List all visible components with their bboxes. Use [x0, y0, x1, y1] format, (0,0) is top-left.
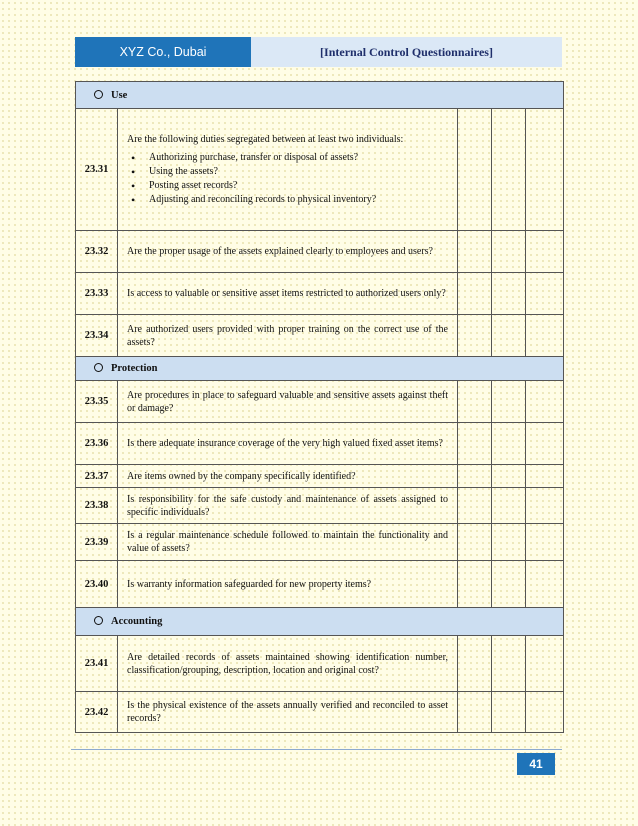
- question-number: 23.40: [76, 561, 118, 608]
- section-title-protection: Protection: [111, 363, 158, 374]
- answer-cell-na[interactable]: [526, 315, 564, 357]
- document-title: [Internal Control Questionnaires]: [251, 37, 562, 67]
- circle-bullet-icon: [94, 616, 103, 625]
- question-text: Is there adequate insurance coverage of the very high valued fixed asset items?: [118, 423, 458, 465]
- table-row: [76, 524, 564, 561]
- answer-cell-yes[interactable]: [458, 109, 492, 231]
- answer-cell-yes[interactable]: [458, 488, 492, 524]
- table-row: [76, 109, 564, 231]
- question-text: Is a regular maintenance schedule followed to maintain the functionality and value of assets?: [118, 524, 458, 561]
- answer-cell-na[interactable]: [526, 488, 564, 524]
- section-row: [76, 608, 564, 636]
- question-number: 23.38: [76, 488, 118, 524]
- answer-cell-na[interactable]: [526, 381, 564, 423]
- answer-cell-no[interactable]: [492, 636, 526, 692]
- question-number: 23.37: [76, 465, 118, 488]
- question-text: Is warranty information safeguarded for new property items?: [118, 561, 458, 608]
- question-text: Is the physical existence of the assets annually verified and reconciled to asset records?: [118, 692, 458, 733]
- answer-cell-no[interactable]: [492, 381, 526, 423]
- question-number: 23.42: [76, 692, 118, 733]
- answer-cell-no[interactable]: [492, 488, 526, 524]
- question-number: 23.39: [76, 524, 118, 561]
- bullet-item: • Posting asset records?: [149, 179, 448, 193]
- answer-cell-na[interactable]: [526, 692, 564, 733]
- page-number: 41: [517, 753, 555, 775]
- answer-cell-no[interactable]: [492, 423, 526, 465]
- answer-cell-na[interactable]: [526, 423, 564, 465]
- question-text: Is access to valuable or sensitive asset items restricted to authorized users only?: [118, 273, 458, 315]
- section-title-accounting: Accounting: [111, 616, 163, 627]
- company-name: XYZ Co., Dubai: [75, 37, 251, 67]
- answer-cell-yes[interactable]: [458, 465, 492, 488]
- answer-cell-no[interactable]: [492, 561, 526, 608]
- question-number: 23.32: [76, 231, 118, 273]
- circle-bullet-icon: [94, 363, 103, 372]
- table-row: [76, 488, 564, 524]
- answer-cell-no[interactable]: [492, 524, 526, 561]
- questionnaire-table: [75, 81, 564, 733]
- question-text: Is responsibility for the safe custody and maintenance of assets assigned to specific individuals?: [118, 488, 458, 524]
- question-text: Are detailed records of assets maintained showing identification number, classification/grouping, description, location and original cost?: [118, 636, 458, 692]
- answer-cell-na[interactable]: [526, 109, 564, 231]
- bullet-item: • Adjusting and reconciling records to physical inventory?: [149, 193, 448, 207]
- circle-bullet-icon: [94, 90, 103, 99]
- answer-cell-no[interactable]: [492, 231, 526, 273]
- question-text: Are items owned by the company specifically identified?: [118, 465, 458, 488]
- answer-cell-yes[interactable]: [458, 273, 492, 315]
- section-row: [76, 82, 564, 109]
- answer-cell-yes[interactable]: [458, 315, 492, 357]
- table-row: [76, 231, 564, 273]
- answer-cell-yes[interactable]: [458, 231, 492, 273]
- footer-divider: [71, 749, 562, 750]
- table-row: [76, 465, 564, 488]
- answer-cell-yes[interactable]: [458, 636, 492, 692]
- answer-cell-yes[interactable]: [458, 561, 492, 608]
- question-number: 23.41: [76, 636, 118, 692]
- question-number: 23.36: [76, 423, 118, 465]
- answer-cell-yes[interactable]: [458, 692, 492, 733]
- answer-cell-no[interactable]: [492, 273, 526, 315]
- table-row: [76, 561, 564, 608]
- table-row: [76, 381, 564, 423]
- question-number: 23.31: [76, 109, 118, 231]
- bullet-item: • Authorizing purchase, transfer or disposal of assets?: [149, 151, 448, 165]
- table-row: [76, 636, 564, 692]
- answer-cell-na[interactable]: [526, 636, 564, 692]
- section-row: [76, 357, 564, 381]
- answer-cell-na[interactable]: [526, 561, 564, 608]
- question-text: Are the proper usage of the assets explained clearly to employees and users?: [118, 231, 458, 273]
- answer-cell-yes[interactable]: [458, 423, 492, 465]
- question-number: 23.35: [76, 381, 118, 423]
- answer-cell-no[interactable]: [492, 465, 526, 488]
- answer-cell-yes[interactable]: [458, 381, 492, 423]
- answer-cell-na[interactable]: [526, 465, 564, 488]
- table-row: [76, 315, 564, 357]
- question-number: 23.33: [76, 273, 118, 315]
- answer-cell-no[interactable]: [492, 692, 526, 733]
- answer-cell-na[interactable]: [526, 231, 564, 273]
- section-title-use: Use: [111, 89, 128, 101]
- question-text: [118, 109, 458, 231]
- question-text: Are authorized users provided with proper training on the correct use of the assets?: [118, 315, 458, 357]
- bullet-item: • Using the assets?: [149, 165, 448, 179]
- bullet-list: [127, 151, 448, 207]
- question-number: 23.34: [76, 315, 118, 357]
- answer-cell-na[interactable]: [526, 524, 564, 561]
- answer-cell-no[interactable]: [492, 315, 526, 357]
- question-intro: Are the following duties segregated between at least two individuals:: [127, 133, 404, 145]
- answer-cell-no[interactable]: [492, 109, 526, 231]
- answer-cell-yes[interactable]: [458, 524, 492, 561]
- answer-cell-na[interactable]: [526, 273, 564, 315]
- page-header: [75, 37, 562, 67]
- table-row: [76, 692, 564, 733]
- table-row: [76, 273, 564, 315]
- question-text: Are procedures in place to safeguard valuable and sensitive assets against theft or damage?: [118, 381, 458, 423]
- table-row: [76, 423, 564, 465]
